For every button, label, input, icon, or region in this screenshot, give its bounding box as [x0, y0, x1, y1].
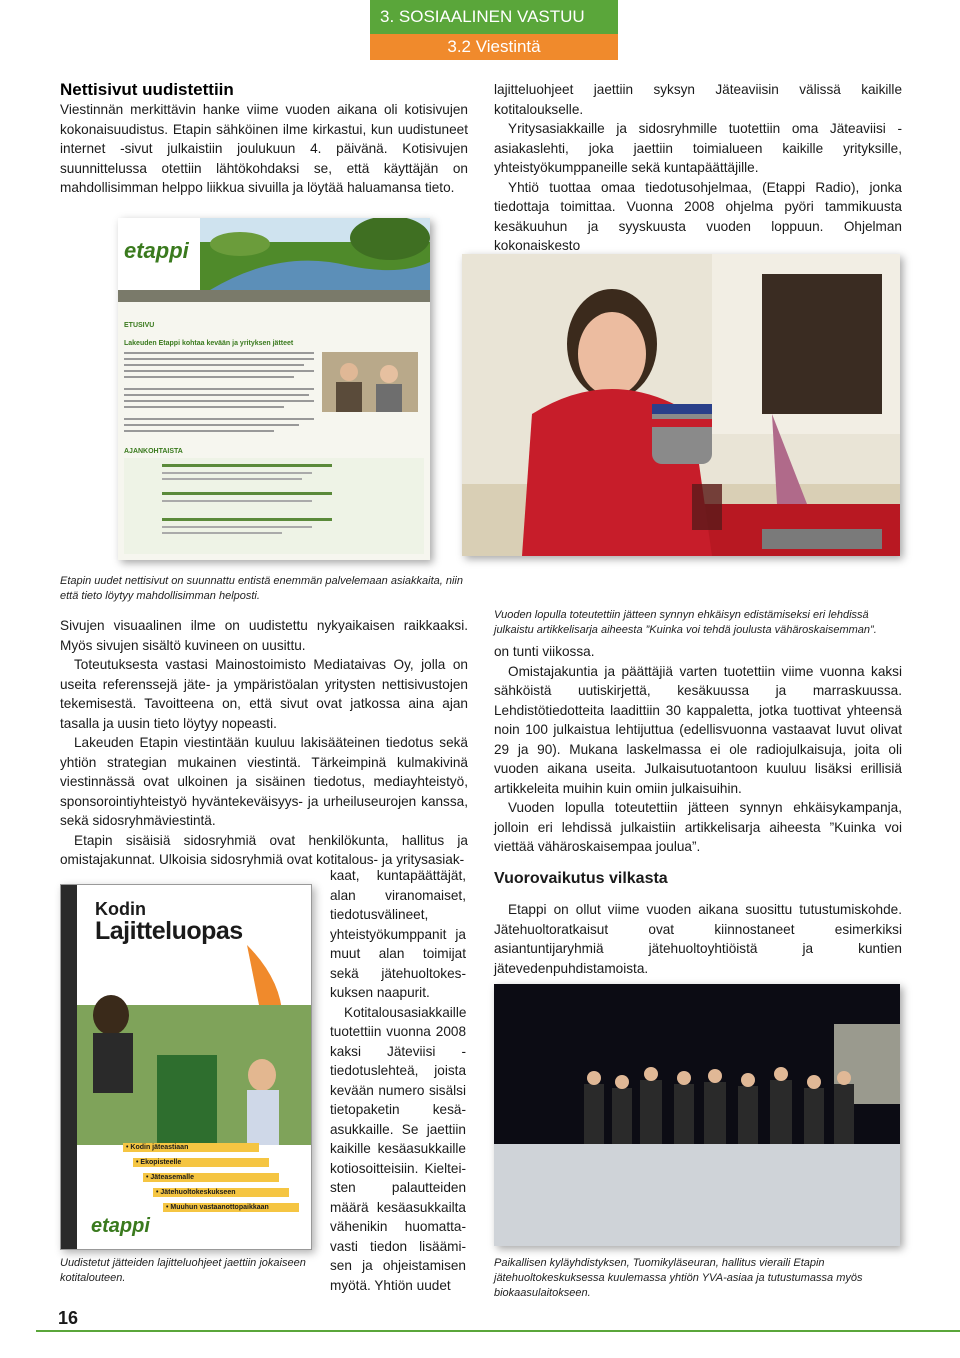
booklet-tag-5: • Muuhun vastaanottopaikkaan	[163, 1203, 299, 1212]
sorting-guide-booklet	[60, 884, 312, 1250]
site-news-list	[124, 458, 424, 554]
website-caption: Etapin uudet nettisivut on suunnattu entistä enemmän palvelemaan asiakkaita, niin että tieto löytyy mahdollisimman helposti.	[60, 575, 463, 602]
site-header	[118, 218, 430, 290]
heading-nettisivut: Nettisivut uudistettiin	[60, 80, 234, 99]
booklet-title-small: Kodin	[95, 899, 146, 919]
booklet-tag-3: • Jäteasemalle	[143, 1173, 279, 1182]
right-paragraph-3: Yhtiö tuottaa omaa tiedotusohjelmaa, (Etappi Radio), jonka tiedottaja toimittaa. Vuonna 2008 ohjelma pyöri tammikuusta kesäkuuhun ja syyskuusta vuoden loppuun. Ohjelman kokonaiskesto	[494, 179, 902, 253]
booklet-tag-2: • Ekopisteelle	[133, 1158, 269, 1167]
night-visit-group-photo	[494, 984, 900, 1246]
right-paragraph-7: Etappi on ollut viime vuoden aikana suosittu tutustumiskohde. Jätehuoltoratkaisut ovat kiinnostaneet esimerkiksi asiantuntijaryhmiä jätehuoltoyhtiöistä ja kuntien jätevedenpuhdistamoista.	[494, 902, 902, 976]
site-text-lines	[124, 352, 424, 442]
section-header: 3. SOSIAALINEN VASTUU	[370, 0, 618, 34]
woman-photo-caption: Vuoden lopulla toteutettiin jätteen synnyn ehkäisyn edistämiseksi eri lehdissä julkaistu artikkelisarja aiheesta ”Kuinka voi tehdä joulusta vähäroskaisemman”.	[494, 609, 877, 636]
left-body-p2: Toteutuksesta vastasi Mainostoimisto Mediataivas Oy, jolla on useita referenssejä jäte- ja ympäristöalan yritysten nettisivustojen tekemisestä. Tavoitteena on, että sivut ovat jatkossa aina ajan tasalla ja uusin tieto löytyy nopeasti.	[60, 657, 468, 731]
site-page-label: ETUSIVU	[124, 322, 155, 329]
left-body-p4: Etapin sisäisiä sidosryhmiä ovat henkilökunta, hallitus ja omistajakunnat. Ulkoisia sidosryhmiä ovat kotitalous- ja yritysasiak-	[60, 832, 468, 867]
booklet-title-big: Lajitteluopas	[95, 917, 243, 945]
right-paragraph-6: Vuoden lopulla toteutettiin jätteen synnyn ehkäisykampanja, jolloin eri lehdissä julkaistiin artikkelisarja aiheesta ”Kuinka voi viettää vähäroskaisempaa joulua”.	[494, 800, 902, 854]
booklet-tag-4: • Jätehuoltokeskukseen	[153, 1188, 289, 1197]
wrap-text-1: kaat, kuntapäättäjät, alan viranomaiset, tiedotusvälineet, yhteistyökumppanit ja muut alan toimijat sekä jätehuoltokeskuksen naapurit.	[330, 868, 466, 1000]
heading-vuorovaikutus: Vuorovaikutus vilkasta	[494, 870, 668, 887]
page-number: 16	[58, 1308, 79, 1328]
website-screenshot	[118, 218, 430, 560]
booklet-tags	[123, 1143, 303, 1212]
right-column-middle	[494, 642, 902, 857]
left-body-p3: Lakeuden Etapin viestintään kuuluu lakisääteinen tiedotus sekä yhtiön strategian mukainen viestintä. Tärkeimpinä kulmakivinä viestinnässä ovat ulkoinen ja sisäinen tiedotus, mediayhteistyö, sponsorointiyhteistyö hyväntekeväisyys- ja urheiluseurojen kanssa, sekä sidosryhmäviestintä.	[60, 735, 468, 828]
site-nav-bar	[118, 290, 430, 302]
night-photo-illustration	[494, 984, 900, 1246]
booklet-caption: Uudistetut jätteiden lajitteluohjeet jaettiin jokaiseen kotitalouteen.	[60, 1257, 306, 1284]
booklet-photo	[77, 945, 311, 1145]
right-column-top	[494, 80, 902, 256]
intro-text: Viestinnän merkittävin hanke viime vuoden aikana oli kotisivujen kokonaisuudistus. Etapin sähköinen ilme kirkastui, kun uudistuneet internet -sivut julkaistiin joulukuun 4. päivänä. Kotisivujen suunnittelussa otettiin lähtökohdaksi se, että käyttäjän on mahdollisimman helppo liikkua sivuilla ja löytää haluamansa tieto.	[60, 102, 468, 195]
site-logo: etappi	[124, 238, 189, 263]
intro-paragraph	[60, 100, 468, 198]
right-paragraph-4: on tunti viikossa.	[494, 644, 595, 659]
right-paragraph-5: Omistajakuntia ja päättäjiä varten tuotettiin viime vuonna kaksi sähköistä uutiskirjettä, kesäkuussa ja marraskuussa. Lehdistötiedotteita laadittiin 30 kappaletta, jotka tuottivat yhteensä noin 100 julkaistua lehtijuttua (edellisvuonna vastaavat luvut olivat 29 ja 90). Mukana laskelmassa ei ole radiojulkaisuja, joita oli vuoden aikana useita. Julkaisutuotantoon kuuluu lisäksi erillisiä artikkeleita muihin kuin omiin julkaisuihin.	[494, 663, 902, 796]
wrap-text-2: Kotitalousasiakkaille tuotettiin vuonna 2008 kaksi Jäteviisi -tiedotuslehteä, joista kevään numero sisälsi tietopaketin kesäasukkaille. Se jaettiin kaikille kesäasukkaille kotiosoitteisiin. Kielteisten palautteiden määrä kesäasukkailta vähenikin huomattavasti tiedon lisäämisen ja ohjeistamisen myötä. Yhtiön uudet	[330, 1004, 467, 1293]
woman-with-socks-photo	[462, 254, 900, 556]
river-landscape-image	[200, 218, 430, 290]
booklet-logo: etappi	[91, 1215, 150, 1237]
right-paragraph-1: lajitteluohjeet jaettiin syksyn Jäteaviisin välissä kaikille kotitaloukselle.	[494, 82, 902, 117]
site-news-header: AJANKOHTAISTA	[124, 448, 183, 455]
subsection-header: 3.2 Viestintä	[370, 34, 618, 60]
site-headline: Lakeuden Etappi kohtaa kevään ja yrityksen jätteet	[124, 340, 294, 347]
right-column-bottom	[494, 900, 902, 978]
left-body-p1: Sivujen visuaalinen ilme on uudistettu nykyaikaisen raikkaaksi. Myös sivujen sisältö kuvineen on uusittu.	[60, 618, 468, 653]
footer-rule	[36, 1330, 960, 1332]
right-paragraph-2: Yritysasiakkaille ja sidosryhmille tuotettiin oma Jäteaviisi -asiakaslehti, joka jaettiin toimialueen kaikille yrityksille, yhteistyökumppaneille sekä kuntapäättäjille.	[494, 121, 902, 175]
left-body	[60, 616, 468, 870]
wrap-text	[330, 866, 466, 1295]
booklet-tag-1: • Kodin jäteastiaan	[123, 1143, 259, 1152]
woman-photo-illustration	[462, 254, 900, 556]
night-photo-caption: Paikallisen kyläyhdistyksen, Tuomikyläseuran, hallitus vieraili Etapin jätehuoltokeskuksessa kuulemassa yhtiön YVA-asiaa ja tutustumassa myös biokaasulaitokseen.	[494, 1257, 863, 1299]
booklet-spine	[61, 885, 77, 1249]
